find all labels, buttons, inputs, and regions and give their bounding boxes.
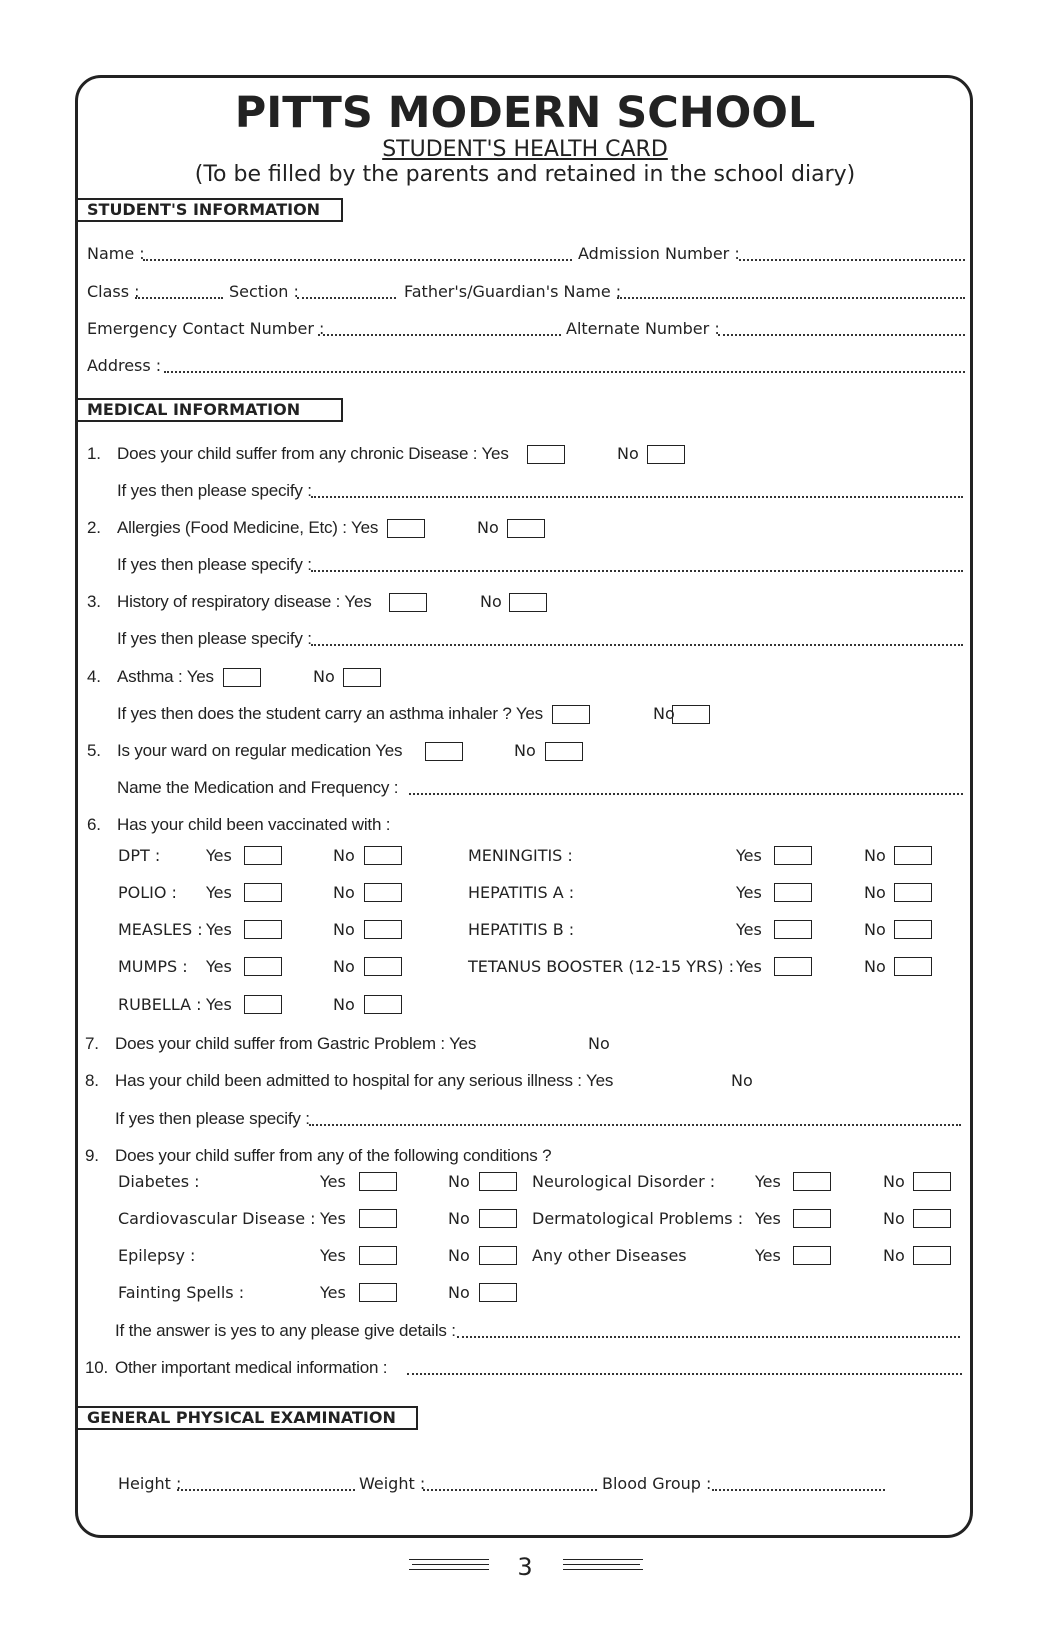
q7-no-label: No xyxy=(588,1034,610,1053)
vaccine-hepatitis-b-yes-box[interactable] xyxy=(774,920,812,939)
name-field[interactable] xyxy=(143,259,572,261)
condition-other-label: Any other Diseases xyxy=(532,1246,687,1265)
q4b-yes-box[interactable] xyxy=(552,705,590,724)
page-rule-left-3 xyxy=(409,1569,489,1570)
q1-yes-box[interactable] xyxy=(527,445,565,464)
height-field[interactable] xyxy=(177,1489,355,1491)
vaccine-tetanus-no-box[interactable] xyxy=(894,957,932,976)
vaccine-hepatitis-b-no-box[interactable] xyxy=(894,920,932,939)
condition-derm-no-box[interactable] xyxy=(913,1209,951,1228)
vaccine-dpt-no-box[interactable] xyxy=(364,846,402,865)
q5-yes-box[interactable] xyxy=(425,742,463,761)
q7-number: 7. xyxy=(85,1034,99,1053)
blood-group-field[interactable] xyxy=(712,1489,885,1491)
condition-other-no-label: No xyxy=(883,1246,905,1265)
address-field[interactable] xyxy=(164,371,965,373)
condition-other-no-box[interactable] xyxy=(913,1246,951,1265)
weight-label: Weight : xyxy=(359,1474,426,1493)
condition-neuro-yes-box[interactable] xyxy=(793,1172,831,1191)
page-rule-right-1 xyxy=(563,1559,643,1560)
q5-no-label: No xyxy=(514,741,536,760)
vaccine-dpt-yes-label: Yes xyxy=(206,846,232,865)
condition-fainting-no-label: No xyxy=(448,1283,470,1302)
vaccine-rubella-no-label: No xyxy=(333,995,355,1014)
q4b-text: If yes then does the student carry an asthma inhaler ? Yes xyxy=(117,704,543,723)
vaccine-dpt-label: DPT : xyxy=(118,846,161,865)
q3-yes-box[interactable] xyxy=(389,593,427,612)
vaccine-dpt-no-label: No xyxy=(333,846,355,865)
condition-neuro-yes-label: Yes xyxy=(755,1172,781,1191)
vaccine-measles-no-box[interactable] xyxy=(364,920,402,939)
q9b-text: If the answer is yes to any please give details : xyxy=(115,1321,456,1340)
vaccine-measles-label: MEASLES : xyxy=(118,920,203,939)
q4-no-box[interactable] xyxy=(343,668,381,687)
vaccine-tetanus-no-label: No xyxy=(864,957,886,976)
emergency-label: Emergency Contact Number : xyxy=(87,319,325,338)
guardian-label: Father's/Guardian's Name : xyxy=(404,282,622,301)
q3-specify-field[interactable] xyxy=(311,644,963,646)
condition-diabetes-yes-box[interactable] xyxy=(359,1172,397,1191)
q10-number: 10. xyxy=(85,1358,109,1377)
vaccine-mumps-no-label: No xyxy=(333,957,355,976)
condition-derm-label: Dermatological Problems : xyxy=(532,1209,744,1228)
condition-cardio-no-box[interactable] xyxy=(479,1209,517,1228)
condition-derm-no-label: No xyxy=(883,1209,905,1228)
vaccine-meningitis-no-box[interactable] xyxy=(894,846,932,865)
vaccine-tetanus-label: TETANUS BOOSTER (12-15 YRS) : xyxy=(468,957,734,976)
q9-text: Does your child suffer from any of the following conditions ? xyxy=(115,1146,552,1165)
section-heading-physical: GENERAL PHYSICAL EXAMINATION xyxy=(75,1406,418,1430)
vaccine-tetanus-yes-box[interactable] xyxy=(774,957,812,976)
q8-number: 8. xyxy=(85,1071,99,1090)
alternate-field[interactable] xyxy=(718,334,965,336)
vaccine-hepatitis-a-yes-box[interactable] xyxy=(774,883,812,902)
q5-no-box[interactable] xyxy=(545,742,583,761)
q8-no-label: No xyxy=(731,1071,753,1090)
q8-specify-label: If yes then please specify : xyxy=(115,1109,310,1128)
vaccine-meningitis-yes-label: Yes xyxy=(736,846,762,865)
vaccine-hepatitis-a-label: HEPATITIS A : xyxy=(468,883,575,902)
q1-no-label: No xyxy=(617,444,639,463)
q2-no-label: No xyxy=(477,518,499,537)
q8-specify-field[interactable] xyxy=(309,1124,961,1126)
condition-fainting-label: Fainting Spells : xyxy=(118,1283,245,1302)
condition-epilepsy-no-label: No xyxy=(448,1246,470,1265)
condition-fainting-yes-label: Yes xyxy=(320,1283,346,1302)
guardian-field[interactable] xyxy=(617,297,965,299)
q5b-text: Name the Medication and Frequency : xyxy=(117,778,399,797)
condition-neuro-no-box[interactable] xyxy=(913,1172,951,1191)
condition-cardio-no-label: No xyxy=(448,1209,470,1228)
condition-diabetes-label: Diabetes : xyxy=(118,1172,200,1191)
vaccine-mumps-yes-box[interactable] xyxy=(244,957,282,976)
vaccine-hepatitis-a-no-label: No xyxy=(864,883,886,902)
vaccine-polio-no-label: No xyxy=(333,883,355,902)
vaccine-polio-no-box[interactable] xyxy=(364,883,402,902)
q10-text: Other important medical information : xyxy=(115,1358,388,1377)
q4-yes-box[interactable] xyxy=(223,668,261,687)
condition-fainting-no-box[interactable] xyxy=(479,1283,517,1302)
page-number: 3 xyxy=(517,1553,533,1581)
vaccine-measles-yes-box[interactable] xyxy=(244,920,282,939)
condition-diabetes-no-label: No xyxy=(448,1172,470,1191)
q4-text: Asthma : Yes xyxy=(117,667,214,686)
q2-text: Allergies (Food Medicine, Etc) : Yes xyxy=(117,518,379,537)
admission-label: Admission Number : xyxy=(578,244,740,263)
class-label: Class : xyxy=(87,282,140,301)
q2-yes-box[interactable] xyxy=(387,519,425,538)
condition-cardio-label: Cardiovascular Disease : xyxy=(118,1209,316,1228)
condition-epilepsy-yes-box[interactable] xyxy=(359,1246,397,1265)
condition-other-yes-label: Yes xyxy=(755,1246,781,1265)
condition-derm-yes-label: Yes xyxy=(755,1209,781,1228)
q9b-field[interactable] xyxy=(457,1336,960,1338)
q2-specify-label: If yes then please specify : xyxy=(117,555,312,574)
class-field[interactable] xyxy=(135,297,223,299)
section-heading-medical: MEDICAL INFORMATION xyxy=(75,398,343,422)
page-rule-right-2 xyxy=(563,1564,640,1565)
page-rule-left-1 xyxy=(409,1559,489,1560)
card-title: STUDENT'S HEALTH CARD xyxy=(382,137,668,162)
condition-neuro-no-label: No xyxy=(883,1172,905,1191)
condition-fainting-yes-box[interactable] xyxy=(359,1283,397,1302)
blood-group-label: Blood Group : xyxy=(602,1474,712,1493)
q3-text: History of respiratory disease : Yes xyxy=(117,592,372,611)
emergency-field[interactable] xyxy=(318,334,561,336)
condition-diabetes-no-box[interactable] xyxy=(479,1172,517,1191)
alternate-label: Alternate Number : xyxy=(566,319,720,338)
section-field[interactable] xyxy=(297,297,396,299)
vaccine-mumps-label: MUMPS : xyxy=(118,957,188,976)
section-label: Section : xyxy=(229,282,299,301)
condition-other-yes-box[interactable] xyxy=(793,1246,831,1265)
q7-text: Does your child suffer from Gastric Problem : Yes xyxy=(115,1034,477,1053)
vaccine-hepatitis-b-label: HEPATITIS B : xyxy=(468,920,575,939)
condition-derm-yes-box[interactable] xyxy=(793,1209,831,1228)
vaccine-rubella-no-box[interactable] xyxy=(364,995,402,1014)
condition-neuro-label: Neurological Disorder : xyxy=(532,1172,716,1191)
q5-text: Is your ward on regular medication Yes xyxy=(117,741,403,760)
vaccine-polio-yes-box[interactable] xyxy=(244,883,282,902)
q3-no-label: No xyxy=(480,592,502,611)
q2-specify-field[interactable] xyxy=(311,570,963,572)
q1-no-box[interactable] xyxy=(647,445,685,464)
page-rule-left-2 xyxy=(412,1564,489,1565)
vaccine-meningitis-yes-box[interactable] xyxy=(774,846,812,865)
q3-specify-label: If yes then please specify : xyxy=(117,629,312,648)
condition-cardio-yes-label: Yes xyxy=(320,1209,346,1228)
vaccine-polio-label: POLIO : xyxy=(118,883,177,902)
weight-field[interactable] xyxy=(423,1489,597,1491)
section-heading-student-info: STUDENT'S INFORMATION xyxy=(75,198,343,222)
condition-epilepsy-yes-label: Yes xyxy=(320,1246,346,1265)
q2-no-box[interactable] xyxy=(507,519,545,538)
condition-cardio-yes-box[interactable] xyxy=(359,1209,397,1228)
vaccine-hepatitis-b-no-label: No xyxy=(864,920,886,939)
height-label: Height : xyxy=(118,1474,182,1493)
name-label: Name : xyxy=(87,244,145,263)
vaccine-dpt-yes-box[interactable] xyxy=(244,846,282,865)
q8-text: Has your child been admitted to hospital for any serious illness : Yes xyxy=(115,1071,614,1090)
card-note: (To be filled by the parents and retained in the school diary) xyxy=(194,162,856,187)
vaccine-tetanus-yes-label: Yes xyxy=(736,957,762,976)
vaccine-measles-yes-label: Yes xyxy=(206,920,232,939)
q9-number: 9. xyxy=(85,1146,99,1165)
q5-number: 5. xyxy=(87,741,101,760)
q5b-field[interactable] xyxy=(409,793,963,795)
q1-specify-label: If yes then please specify : xyxy=(117,481,312,500)
q4-number: 4. xyxy=(87,667,101,686)
address-label: Address : xyxy=(87,356,162,375)
vaccine-meningitis-label: MENINGITIS : xyxy=(468,846,573,865)
vaccine-rubella-yes-label: Yes xyxy=(206,995,232,1014)
vaccine-mumps-no-box[interactable] xyxy=(364,957,402,976)
page-rule-right-3 xyxy=(563,1569,643,1570)
vaccine-polio-yes-label: Yes xyxy=(206,883,232,902)
vaccine-rubella-label: RUBELLA : xyxy=(118,995,202,1014)
condition-epilepsy-label: Epilepsy : xyxy=(118,1246,196,1265)
q1-number: 1. xyxy=(87,444,101,463)
vaccine-meningitis-no-label: No xyxy=(864,846,886,865)
q10-field[interactable] xyxy=(407,1373,962,1375)
q3-number: 3. xyxy=(87,592,101,611)
vaccine-measles-no-label: No xyxy=(333,920,355,939)
condition-epilepsy-no-box[interactable] xyxy=(479,1246,517,1265)
condition-diabetes-yes-label: Yes xyxy=(320,1172,346,1191)
vaccine-mumps-yes-label: Yes xyxy=(206,957,232,976)
q4b-no-label: No xyxy=(653,704,675,723)
q4-no-label: No xyxy=(313,667,335,686)
q6-text: Has your child been vaccinated with : xyxy=(117,815,391,834)
vaccine-hepatitis-a-no-box[interactable] xyxy=(894,883,932,902)
q1-text: Does your child suffer from any chronic Disease : Yes xyxy=(117,444,509,463)
q2-number: 2. xyxy=(87,518,101,537)
school-name: PITTS MODERN SCHOOL xyxy=(234,88,816,138)
q4b-no-box[interactable] xyxy=(672,705,710,724)
vaccine-hepatitis-b-yes-label: Yes xyxy=(736,920,762,939)
vaccine-rubella-yes-box[interactable] xyxy=(244,995,282,1014)
admission-field[interactable] xyxy=(739,259,965,261)
vaccine-hepatitis-a-yes-label: Yes xyxy=(736,883,762,902)
q6-number: 6. xyxy=(87,815,101,834)
q3-no-box[interactable] xyxy=(509,593,547,612)
q1-specify-field[interactable] xyxy=(311,496,963,498)
